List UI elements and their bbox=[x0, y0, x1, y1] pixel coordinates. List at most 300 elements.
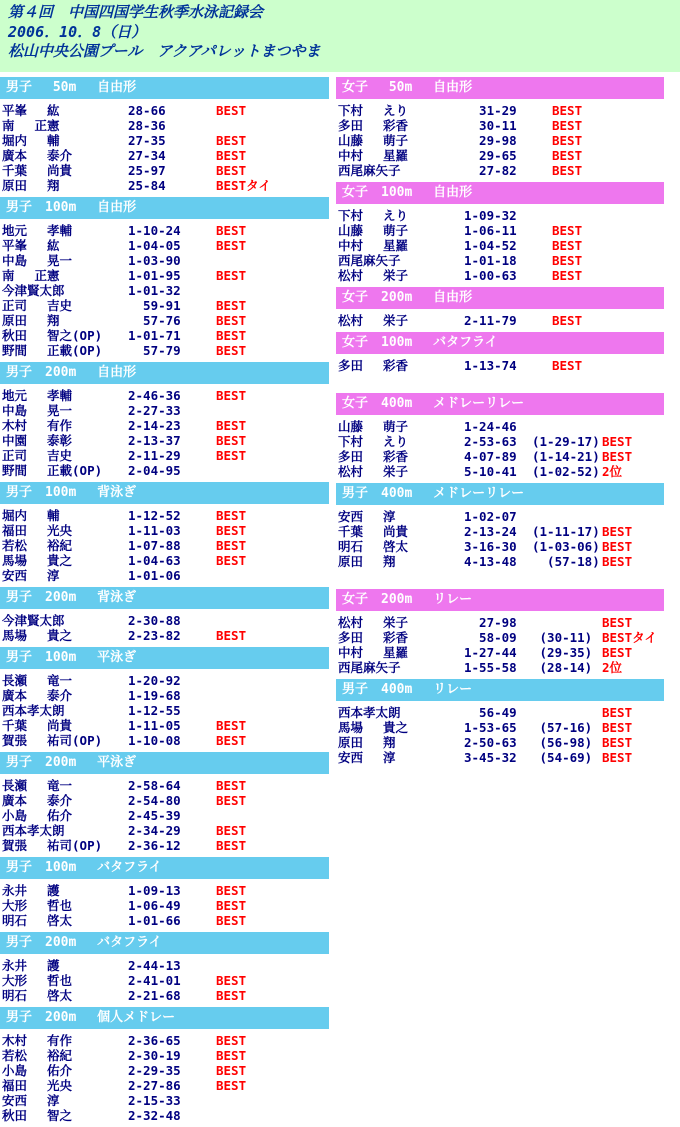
event-block bbox=[0, 647, 329, 748]
result-time: 1-27-44 bbox=[464, 645, 517, 660]
swimmer-name: 明石 啓太 bbox=[338, 539, 409, 554]
best-mark: BEST bbox=[216, 1078, 247, 1093]
result-time: 1-06-11 bbox=[464, 223, 517, 238]
right-results-column bbox=[336, 77, 664, 769]
best-mark: BEST bbox=[552, 163, 583, 178]
result-time: 2-41-01 bbox=[128, 973, 181, 988]
swimmer-name: 多田 彩香 bbox=[338, 358, 409, 373]
event-header: 女子 200m 自由形 bbox=[336, 287, 664, 309]
event-block bbox=[336, 77, 664, 178]
result-row bbox=[0, 238, 329, 253]
best-mark: BEST bbox=[602, 750, 633, 765]
best-mark: BEST bbox=[216, 553, 247, 568]
best-mark: 2位 bbox=[602, 660, 623, 675]
result-time: 2-04-95 bbox=[128, 463, 181, 478]
swimmer-name: 馬場 貴之 bbox=[2, 628, 73, 643]
result-row bbox=[336, 630, 664, 645]
swimmer-name: 松村 栄子 bbox=[338, 268, 409, 283]
best-mark: BEST bbox=[216, 133, 247, 148]
swimmer-name: 明石 啓太 bbox=[2, 913, 73, 928]
best-mark: BEST bbox=[216, 823, 247, 838]
best-mark: BEST bbox=[602, 645, 633, 660]
swimmer-name: 廣本 泰介 bbox=[2, 688, 73, 703]
result-time: 1-10-08 bbox=[128, 733, 181, 748]
result-time: 29-98 bbox=[464, 133, 517, 148]
best-mark: BEST bbox=[602, 554, 633, 569]
result-time: 58-09 bbox=[464, 630, 517, 645]
result-time: 1-01-66 bbox=[128, 913, 181, 928]
result-time: 1-13-74 bbox=[464, 358, 517, 373]
best-mark: BEST bbox=[216, 268, 247, 283]
result-row bbox=[0, 148, 329, 163]
result-row bbox=[336, 238, 664, 253]
best-mark: BEST bbox=[216, 538, 247, 553]
best-mark: BEST bbox=[216, 913, 247, 928]
result-time: 30-11 bbox=[464, 118, 517, 133]
event-header: 男子 200m 平泳ぎ bbox=[0, 752, 329, 774]
best-mark: BEST bbox=[552, 133, 583, 148]
result-time: 2-30-88 bbox=[128, 613, 181, 628]
best-mark: BEST bbox=[552, 253, 583, 268]
result-row bbox=[0, 988, 329, 1003]
best-mark: BEST bbox=[216, 973, 247, 988]
split-time: (57-18) bbox=[532, 554, 600, 569]
result-row bbox=[0, 673, 329, 688]
split-time: (1-02-52) bbox=[532, 464, 600, 479]
best-mark: BEST bbox=[216, 343, 247, 358]
result-time: 5-10-41 bbox=[464, 464, 517, 479]
result-row bbox=[336, 554, 664, 569]
result-time: 25-84 bbox=[128, 178, 166, 193]
result-time: 1-20-92 bbox=[128, 673, 181, 688]
result-time: 1-03-90 bbox=[128, 253, 181, 268]
swimmer-name: 西本孝太朗 bbox=[338, 705, 401, 720]
result-row bbox=[0, 958, 329, 973]
event-header: 女子 200m リレー bbox=[336, 589, 664, 611]
meet-title: 第４回 中国四国学生秋季水泳記録会 bbox=[8, 3, 264, 21]
result-time: 1-00-63 bbox=[464, 268, 517, 283]
result-time: 1-12-52 bbox=[128, 508, 181, 523]
result-time: 25-97 bbox=[128, 163, 166, 178]
result-row bbox=[336, 118, 664, 133]
best-mark: BEST bbox=[216, 1033, 247, 1048]
best-mark: BEST bbox=[602, 449, 633, 464]
result-time: 1-01-95 bbox=[128, 268, 181, 283]
result-time: 31-29 bbox=[464, 103, 517, 118]
swimmer-name: 地元 孝輔 bbox=[2, 223, 73, 238]
best-mark: BEST bbox=[216, 433, 247, 448]
result-row bbox=[0, 463, 329, 478]
result-row bbox=[336, 253, 664, 268]
event-header: 男子 50m 自由形 bbox=[0, 77, 329, 99]
swimmer-name: 小島 佑介 bbox=[2, 1063, 73, 1078]
best-mark: BEST bbox=[216, 778, 247, 793]
event-header: 男子 100m 自由形 bbox=[0, 197, 329, 219]
best-mark: BEST bbox=[552, 268, 583, 283]
event-header: 女子 100m バタフライ bbox=[336, 332, 664, 354]
best-mark: BEST bbox=[216, 1063, 247, 1078]
result-row bbox=[336, 509, 664, 524]
result-time: 2-13-37 bbox=[128, 433, 181, 448]
swimmer-name: 原田 翔 bbox=[338, 554, 396, 569]
event-header: 男子 100m 背泳ぎ bbox=[0, 482, 329, 504]
swimmer-name: 原田 翔 bbox=[2, 178, 60, 193]
result-row bbox=[336, 464, 664, 479]
result-time: 56-49 bbox=[464, 705, 517, 720]
result-row bbox=[0, 418, 329, 433]
result-row bbox=[0, 1063, 329, 1078]
event-header: 男子 100m 平泳ぎ bbox=[0, 647, 329, 669]
result-time: 28-36 bbox=[128, 118, 166, 133]
best-mark: BEST bbox=[216, 148, 247, 163]
event-header: 男子 100m バタフライ bbox=[0, 857, 329, 879]
best-mark: BEST bbox=[552, 238, 583, 253]
swimmer-name: 木村 有作 bbox=[2, 418, 73, 433]
result-row bbox=[336, 705, 664, 720]
result-time: 4-13-48 bbox=[464, 554, 517, 569]
result-row bbox=[0, 163, 329, 178]
result-row bbox=[0, 613, 329, 628]
event-header: 女子 50m 自由形 bbox=[336, 77, 664, 99]
split-time: (1-03-06) bbox=[532, 539, 600, 554]
best-mark: BEST bbox=[216, 163, 247, 178]
swimmer-name: 大形 哲也 bbox=[2, 973, 73, 988]
best-mark: BEST bbox=[602, 524, 633, 539]
swimmer-name: 若松 裕紀 bbox=[2, 1048, 73, 1063]
result-time: 2-44-13 bbox=[128, 958, 181, 973]
result-row bbox=[336, 645, 664, 660]
swimmer-name: 千葉 尚貴 bbox=[2, 163, 73, 178]
best-mark: BEST bbox=[602, 720, 633, 735]
result-row bbox=[336, 750, 664, 765]
swimmer-name: 下村 えり bbox=[338, 208, 409, 223]
swimmer-name: 南 正憲 bbox=[2, 268, 60, 283]
best-mark: BEST bbox=[602, 434, 633, 449]
result-row bbox=[0, 688, 329, 703]
result-row bbox=[0, 103, 329, 118]
best-mark: BEST bbox=[552, 313, 583, 328]
swimmer-name: 中島 晃一 bbox=[2, 253, 73, 268]
result-time: 27-34 bbox=[128, 148, 166, 163]
best-mark: BEST bbox=[216, 733, 247, 748]
swimmer-name: 正司 吉史 bbox=[2, 298, 73, 313]
swimmer-name: 長瀬 竜一 bbox=[2, 778, 73, 793]
result-time: 1-01-18 bbox=[464, 253, 517, 268]
best-mark: BEST bbox=[602, 705, 633, 720]
result-time: 1-10-24 bbox=[128, 223, 181, 238]
event-header: 男子 400m メドレーリレー bbox=[336, 483, 664, 505]
result-time: 1-19-68 bbox=[128, 688, 181, 703]
swimmer-name: 今津賢太郎 bbox=[2, 283, 65, 298]
event-header: 女子 400m メドレーリレー bbox=[336, 393, 664, 415]
result-row bbox=[0, 883, 329, 898]
result-time: 1-04-52 bbox=[464, 238, 517, 253]
result-time: 2-27-33 bbox=[128, 403, 181, 418]
swimmer-name: 西尾麻矢子 bbox=[338, 163, 401, 178]
result-time: 3-16-30 bbox=[464, 539, 517, 554]
swimmer-name: 平峯 紘 bbox=[2, 103, 60, 118]
swimmer-name: 堀内 輔 bbox=[2, 133, 60, 148]
result-row bbox=[0, 448, 329, 463]
swimmer-name: 西尾麻矢子 bbox=[338, 253, 401, 268]
result-row bbox=[336, 223, 664, 238]
split-time: (1-14-21) bbox=[532, 449, 600, 464]
swimmer-name: 地元 孝輔 bbox=[2, 388, 73, 403]
best-mark: BEST bbox=[216, 898, 247, 913]
result-row bbox=[336, 524, 664, 539]
event-block bbox=[336, 589, 664, 675]
result-row bbox=[0, 898, 329, 913]
result-time: 1-24-46 bbox=[464, 419, 517, 434]
result-row bbox=[0, 268, 329, 283]
swimmer-name: 南 正憲 bbox=[2, 118, 60, 133]
swimmer-name: 永井 護 bbox=[2, 883, 60, 898]
swimmer-name: 野間 正載(OP) bbox=[2, 463, 103, 478]
result-time: 27-35 bbox=[128, 133, 166, 148]
result-time: 1-02-07 bbox=[464, 509, 517, 524]
result-time: 2-32-48 bbox=[128, 1108, 181, 1123]
event-block bbox=[336, 287, 664, 328]
best-mark: BEST bbox=[216, 883, 247, 898]
event-header: 女子 100m 自由形 bbox=[336, 182, 664, 204]
best-mark: BEST bbox=[552, 358, 583, 373]
swimmer-name: 廣本 泰介 bbox=[2, 793, 73, 808]
result-row bbox=[0, 793, 329, 808]
swimmer-name: 原田 翔 bbox=[2, 313, 60, 328]
swimmer-name: 山藤 萌子 bbox=[338, 133, 409, 148]
best-mark: BEST bbox=[216, 418, 247, 433]
swimmer-name: 松村 栄子 bbox=[338, 464, 409, 479]
result-time: 2-34-29 bbox=[128, 823, 181, 838]
swimmer-name: 安西 淳 bbox=[338, 509, 396, 524]
swimmer-name: 廣本 泰介 bbox=[2, 148, 73, 163]
event-header: 男子 200m 個人メドレー bbox=[0, 1007, 329, 1029]
result-row bbox=[0, 328, 329, 343]
result-time: 1-09-32 bbox=[464, 208, 517, 223]
result-time: 2-14-23 bbox=[128, 418, 181, 433]
result-time: 28-66 bbox=[128, 103, 166, 118]
result-row bbox=[0, 838, 329, 853]
result-row bbox=[0, 403, 329, 418]
best-mark: BEST bbox=[552, 223, 583, 238]
result-row bbox=[336, 720, 664, 735]
result-time: 27-98 bbox=[464, 615, 517, 630]
result-time: 2-53-63 bbox=[464, 434, 517, 449]
result-time: 1-53-65 bbox=[464, 720, 517, 735]
result-row bbox=[336, 133, 664, 148]
result-row bbox=[0, 298, 329, 313]
meet-date: 2006．10．8（日） bbox=[8, 23, 147, 41]
best-mark: BEST bbox=[216, 223, 247, 238]
meet-venue: 松山中央公園プール アクアパレットまつやま bbox=[8, 42, 321, 60]
split-time: (54-69) bbox=[532, 750, 593, 765]
result-time: 1-55-58 bbox=[464, 660, 517, 675]
event-block bbox=[0, 587, 329, 643]
best-mark: BEST bbox=[216, 313, 247, 328]
swimmer-name: 多田 彩香 bbox=[338, 449, 409, 464]
swimmer-name: 今津賢太郎 bbox=[2, 613, 65, 628]
swimmer-name: 賀張 祐司(OP) bbox=[2, 733, 103, 748]
result-row bbox=[0, 778, 329, 793]
split-time: (29-35) bbox=[532, 645, 593, 660]
event-block bbox=[336, 332, 664, 373]
result-row bbox=[336, 434, 664, 449]
swimmer-name: 中村 星羅 bbox=[338, 238, 409, 253]
result-time: 1-12-55 bbox=[128, 703, 181, 718]
event-block bbox=[0, 197, 329, 358]
swimmer-name: 西本孝太朗 bbox=[2, 703, 65, 718]
split-time: (28-14) bbox=[532, 660, 593, 675]
result-row bbox=[336, 268, 664, 283]
event-block bbox=[0, 1007, 329, 1123]
swimmer-name: 秋田 智之(OP) bbox=[2, 328, 103, 343]
result-row bbox=[0, 538, 329, 553]
result-row bbox=[0, 433, 329, 448]
result-row bbox=[0, 1078, 329, 1093]
result-row bbox=[0, 343, 329, 358]
result-row bbox=[336, 103, 664, 118]
result-time: 1-07-88 bbox=[128, 538, 181, 553]
swimmer-name: 下村 えり bbox=[338, 103, 409, 118]
best-mark: BEST bbox=[216, 103, 247, 118]
result-time: 2-21-68 bbox=[128, 988, 181, 1003]
result-row bbox=[0, 388, 329, 403]
result-row bbox=[0, 1033, 329, 1048]
event-block bbox=[336, 393, 664, 479]
swimmer-name: 安西 淳 bbox=[2, 1093, 60, 1108]
result-time: 2-45-39 bbox=[128, 808, 181, 823]
result-time: 2-36-12 bbox=[128, 838, 181, 853]
swimmer-name: 小島 佑介 bbox=[2, 808, 73, 823]
swimmer-name: 若松 裕紀 bbox=[2, 538, 73, 553]
result-time: 4-07-89 bbox=[464, 449, 517, 464]
swimmer-name: 山藤 萌子 bbox=[338, 419, 409, 434]
swimmer-name: 賀張 祐司(OP) bbox=[2, 838, 103, 853]
result-time: 59-91 bbox=[128, 298, 181, 313]
best-mark: BEST bbox=[216, 448, 247, 463]
result-time: 27-82 bbox=[464, 163, 517, 178]
best-mark: BEST bbox=[216, 1048, 247, 1063]
swimmer-name: 大形 哲也 bbox=[2, 898, 73, 913]
result-time: 2-11-79 bbox=[464, 313, 517, 328]
result-time: 2-29-35 bbox=[128, 1063, 181, 1078]
best-mark: BEST bbox=[216, 238, 247, 253]
result-time: 1-01-32 bbox=[128, 283, 181, 298]
swimmer-name: 福田 光央 bbox=[2, 1078, 73, 1093]
swimmer-name: 西尾麻矢子 bbox=[338, 660, 401, 675]
swimmer-name: 安西 淳 bbox=[338, 750, 396, 765]
best-mark: BEST bbox=[602, 735, 633, 750]
split-time: (1-29-17) bbox=[532, 434, 600, 449]
best-mark: BEST bbox=[216, 628, 247, 643]
result-time: 2-50-63 bbox=[464, 735, 517, 750]
result-row bbox=[0, 313, 329, 328]
swimmer-name: 西本孝太朗 bbox=[2, 823, 65, 838]
swimmer-name: 松村 栄子 bbox=[338, 615, 409, 630]
event-block bbox=[336, 483, 664, 569]
swimmer-name: 秋田 智之 bbox=[2, 1108, 73, 1123]
event-header: 男子 400m リレー bbox=[336, 679, 664, 701]
result-time: 1-01-06 bbox=[128, 568, 181, 583]
best-mark: BEST bbox=[552, 103, 583, 118]
left-results-column bbox=[0, 77, 329, 1127]
swimmer-name: 多田 彩香 bbox=[338, 630, 409, 645]
result-row bbox=[336, 163, 664, 178]
result-time: 1-01-71 bbox=[128, 328, 181, 343]
swimmer-name: 馬場 貴之 bbox=[2, 553, 73, 568]
event-header: 男子 200m 自由形 bbox=[0, 362, 329, 384]
swimmer-name: 多田 彩香 bbox=[338, 118, 409, 133]
result-row bbox=[0, 568, 329, 583]
result-row bbox=[0, 283, 329, 298]
result-time: 2-58-64 bbox=[128, 778, 181, 793]
result-row bbox=[336, 313, 664, 328]
swimmer-name: 松村 栄子 bbox=[338, 313, 409, 328]
swimmer-name: 長瀬 竜一 bbox=[2, 673, 73, 688]
split-time: (1-11-17) bbox=[532, 524, 600, 539]
swimmer-name: 安西 淳 bbox=[2, 568, 60, 583]
result-time: 1-04-05 bbox=[128, 238, 181, 253]
swimmer-name: 平峯 紘 bbox=[2, 238, 60, 253]
result-time: 1-04-63 bbox=[128, 553, 181, 568]
result-row bbox=[0, 133, 329, 148]
swimmer-name: 中村 星羅 bbox=[338, 645, 409, 660]
best-mark: BEST bbox=[216, 838, 247, 853]
swimmer-name: 野間 正載(OP) bbox=[2, 343, 103, 358]
best-mark: BEST bbox=[216, 388, 247, 403]
result-row bbox=[336, 419, 664, 434]
best-mark: BEST bbox=[216, 328, 247, 343]
event-header: 男子 200m 背泳ぎ bbox=[0, 587, 329, 609]
event-block bbox=[0, 932, 329, 1003]
result-time: 2-30-19 bbox=[128, 1048, 181, 1063]
result-row bbox=[0, 1093, 329, 1108]
result-row bbox=[336, 615, 664, 630]
swimmer-name: 馬場 貴之 bbox=[338, 720, 409, 735]
best-mark: BEST bbox=[216, 793, 247, 808]
best-mark: BEST bbox=[216, 508, 247, 523]
result-row bbox=[0, 253, 329, 268]
result-time: 2-23-82 bbox=[128, 628, 181, 643]
result-time: 57-76 bbox=[128, 313, 181, 328]
event-block bbox=[0, 77, 329, 193]
split-time: (30-11) bbox=[532, 630, 593, 645]
event-block bbox=[0, 362, 329, 478]
best-mark: BEST bbox=[216, 523, 247, 538]
result-row bbox=[0, 118, 329, 133]
best-mark: BESTタイ bbox=[216, 178, 271, 193]
result-row bbox=[0, 223, 329, 238]
event-block bbox=[0, 857, 329, 928]
result-row bbox=[336, 208, 664, 223]
event-block bbox=[0, 752, 329, 853]
best-mark: BEST bbox=[216, 298, 247, 313]
swimmer-name: 木村 有作 bbox=[2, 1033, 73, 1048]
result-row bbox=[336, 449, 664, 464]
result-row bbox=[0, 1108, 329, 1123]
best-mark: BESTタイ bbox=[602, 630, 657, 645]
result-row bbox=[0, 1048, 329, 1063]
swimmer-name: 中園 泰彰 bbox=[2, 433, 73, 448]
result-row bbox=[0, 508, 329, 523]
result-row bbox=[336, 358, 664, 373]
best-mark: 2位 bbox=[602, 464, 623, 479]
best-mark: BEST bbox=[552, 148, 583, 163]
result-row bbox=[336, 735, 664, 750]
event-block bbox=[336, 679, 664, 765]
result-time: 2-27-86 bbox=[128, 1078, 181, 1093]
swimmer-name: 永井 護 bbox=[2, 958, 60, 973]
